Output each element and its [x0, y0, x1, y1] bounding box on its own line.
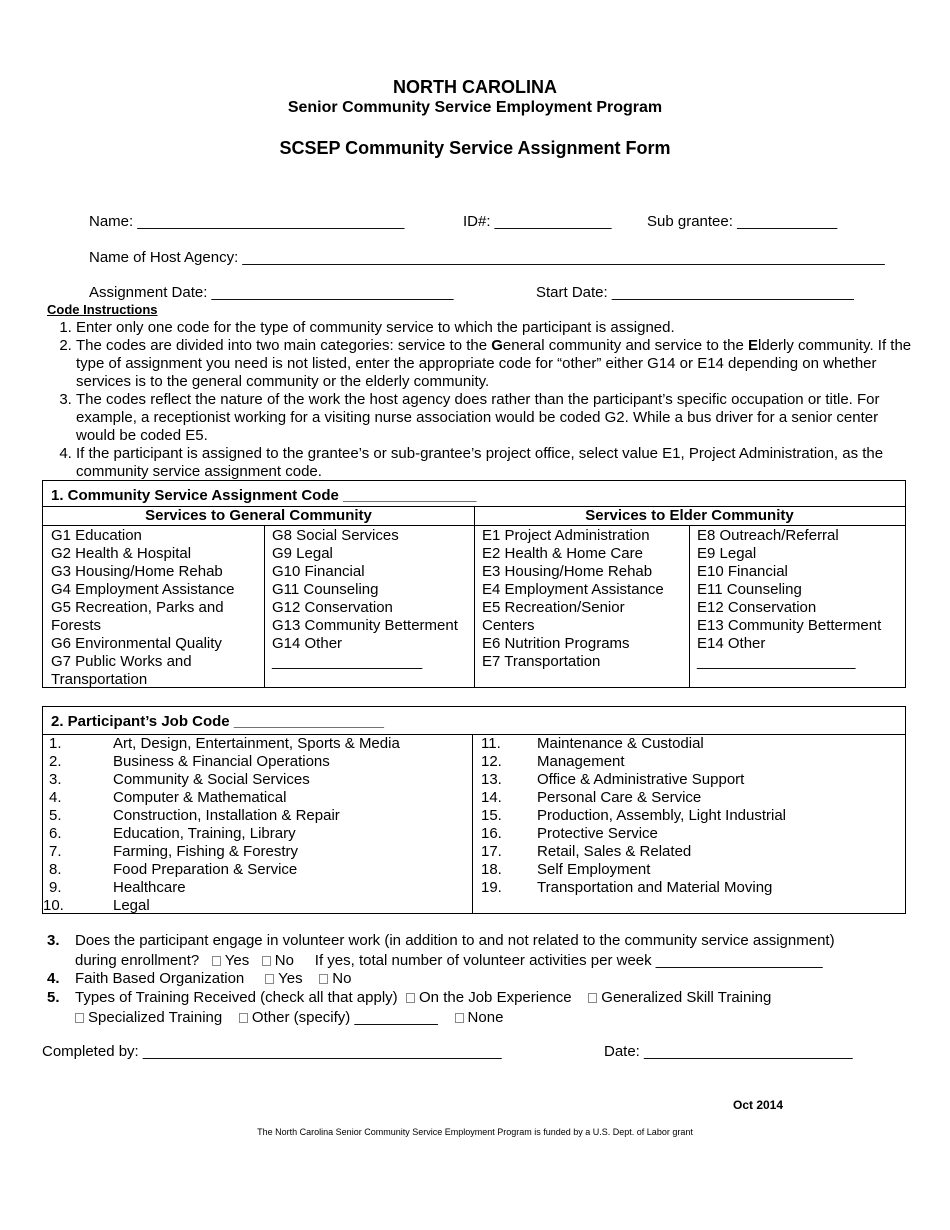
code-item: G9 Legal [272, 545, 333, 562]
code-item: G5 Recreation, Parks and [51, 599, 224, 616]
code-item: E9 Legal [697, 545, 757, 562]
none-checkbox[interactable] [455, 1013, 464, 1023]
generalized-skill-checkbox[interactable] [588, 993, 597, 1003]
question-3: 3. Does the participant engage in volunteer work (in addition to and not related to the community service assignment) during enrollment? Yes No If yes, total number of volunteer activities per week ____________________ [47, 932, 835, 969]
divider [474, 507, 475, 687]
code-item: G7 Public Works and [51, 653, 192, 670]
code-item: G1 Education [51, 527, 142, 544]
job-code-item: 2. Business & Financial Operations [49, 753, 330, 770]
instruction-item: 1. Enter only one code for the type of community service to which the participant is assigned. [76, 319, 917, 337]
code-item: G4 Employment Assistance [51, 581, 235, 598]
section1-title: 1. Community Service Assignment Code ________________ [43, 481, 905, 507]
general-codes-col1 [51, 527, 234, 689]
code-item: G6 Environmental Quality [51, 635, 222, 652]
date-field[interactable]: Date: _________________________ [604, 1043, 853, 1060]
form-version: Oct 2014 [733, 1098, 784, 1112]
form-title: SCSEP Community Service Assignment Form [279, 138, 671, 158]
job-code-item: 1. Art, Design, Entertainment, Sports & Media [49, 735, 400, 752]
job-code-item: 14. Personal Care & Service [481, 789, 702, 806]
job-code-item: 9. Healthcare [49, 879, 186, 896]
job-code-item: 3. Community & Social Services [49, 771, 310, 788]
job-code-item: 8. Food Preparation & Service [49, 861, 298, 878]
elder-community-heading: Services to Elder Community [585, 507, 794, 524]
volunteer-count-field[interactable]: If yes, total number of volunteer activities per week ____________________ [314, 951, 823, 969]
job-code-item: 19. Transportation and Material Moving [481, 879, 773, 896]
code-item: E12 Conservation [697, 599, 817, 616]
elder-codes-col1 [482, 527, 664, 671]
section2-title: 2. Participant’s Job Code __________________ [43, 707, 905, 735]
code-item: E6 Nutrition Programs [482, 635, 630, 652]
q4-yes-checkbox[interactable] [265, 974, 274, 984]
instruction-item: 3. The codes reflect the nature of the work the host agency does rather than the participant’s specific occupation or title. For example, a receptionist working for a visiting nurse association would be coded G2. While a bus driver for a senior center would be coded E5. [76, 391, 917, 445]
code-item: E4 Employment Assistance [482, 581, 664, 598]
code-item: Transportation [51, 671, 148, 688]
header-state: NORTH CAROLINA [393, 77, 557, 97]
code-item: G8 Social Services [272, 527, 399, 544]
code-item: E10 Financial [697, 563, 788, 580]
code-item: E2 Health & Home Care [482, 545, 643, 562]
question-5: 5. Types of Training Received (check all that apply) On the Job Experience Generalized Skill Training Specialized Training Other (specify) __________ None [47, 989, 772, 1026]
code-item: E5 Recreation/Senior [482, 599, 625, 616]
job-code-box [42, 706, 906, 914]
completed-by-field[interactable]: Completed by: ___________________________________________ [42, 1043, 502, 1060]
other-training-checkbox[interactable] [239, 1013, 248, 1023]
q4-no-checkbox[interactable] [319, 974, 328, 984]
job-code-item: 13. Office & Administrative Support [481, 771, 745, 788]
code-item: E1 Project Administration [482, 527, 650, 544]
job-code-item: 6. Education, Training, Library [49, 825, 296, 842]
job-code-item: 7. Farming, Fishing & Forestry [49, 843, 299, 860]
code-item: G13 Community Betterment [272, 617, 458, 634]
id-field[interactable]: ID#: ______________ [463, 213, 612, 230]
job-codes-right [481, 735, 901, 897]
job-code-item: 4. Computer & Mathematical [49, 789, 287, 806]
code-item: Forests [51, 617, 102, 634]
code-item: G14 Other [272, 635, 343, 652]
divider [472, 735, 473, 913]
job-code-item: 17. Retail, Sales & Related [481, 843, 692, 860]
elder-codes-col2 [697, 527, 881, 671]
code-item: E11 Counseling [697, 581, 802, 598]
code-item: G2 Health & Hospital [51, 545, 192, 562]
q3-no-checkbox[interactable] [262, 956, 271, 966]
job-code-item: 10. Legal [43, 897, 150, 914]
on-the-job-checkbox[interactable] [406, 993, 415, 1003]
job-code-item: 15. Production, Assembly, Light Industrial [481, 807, 787, 824]
job-code-item: 18. Self Employment [481, 861, 651, 878]
other-code-blank[interactable]: __________________ [272, 653, 423, 670]
code-item: G3 Housing/Home Rehab [51, 563, 223, 580]
code-item: E8 Outreach/Referral [697, 527, 839, 544]
host-agency-field[interactable]: Name of Host Agency: _____________________________________________________________________________ [89, 249, 885, 266]
code-item: G11 Counseling [272, 581, 379, 598]
general-community-heading: Services to General Community [145, 507, 372, 524]
community-service-code-box [42, 480, 906, 688]
code-item: E13 Community Betterment [697, 617, 882, 634]
code-item: Centers [482, 617, 535, 634]
code-instructions [47, 301, 917, 481]
header-program: Senior Community Service Employment Program [287, 99, 663, 116]
job-code-item: 12. Management [481, 753, 625, 770]
code-item: G12 Conservation [272, 599, 393, 616]
start-date-field[interactable]: Start Date: _____________________________ [536, 284, 854, 301]
code-item: G10 Financial [272, 563, 365, 580]
divider [689, 526, 690, 687]
job-code-item: 16. Protective Service [481, 825, 658, 842]
code-item: E7 Transportation [482, 653, 601, 670]
job-code-item: 5. Construction, Installation & Repair [49, 807, 340, 824]
specialized-training-checkbox[interactable] [75, 1013, 84, 1023]
funding-note: The North Carolina Senior Community Service Employment Program is funded by a U.S. Dept. of Labor grant [257, 1127, 693, 1137]
subgrantee-field[interactable]: Sub grantee: ____________ [647, 213, 838, 230]
question-4: 4. Faith Based Organization Yes No [47, 970, 352, 987]
job-code-item: 11. Maintenance & Custodial [481, 735, 704, 752]
instruction-item: 2. The codes are divided into two main categories: service to the General community and service to the Elderly community. If the type of assignment you need is not listed, enter the appropriate code for “other” either G14 or E14 depending on whether services is to the general community or the elderly community. [76, 337, 917, 391]
instruction-item: 4. If the participant is assigned to the grantee’s or sub-grantee’s project office, select value E1, Project Administration, as the community service assignment code. [76, 445, 917, 481]
assignment-date-field[interactable]: Assignment Date: _____________________________ [89, 284, 454, 301]
q3-yes-checkbox[interactable] [212, 956, 221, 966]
job-codes-left [43, 735, 469, 915]
divider [264, 526, 265, 687]
code-item: E3 Housing/Home Rehab [482, 563, 653, 580]
instructions-title: Code Instructions [47, 302, 158, 317]
general-codes-col2 [272, 527, 458, 671]
name-field[interactable]: Name: ________________________________ [89, 213, 405, 230]
other-code-blank[interactable]: ___________________ [697, 653, 856, 670]
code-item: E14 Other [697, 635, 766, 652]
